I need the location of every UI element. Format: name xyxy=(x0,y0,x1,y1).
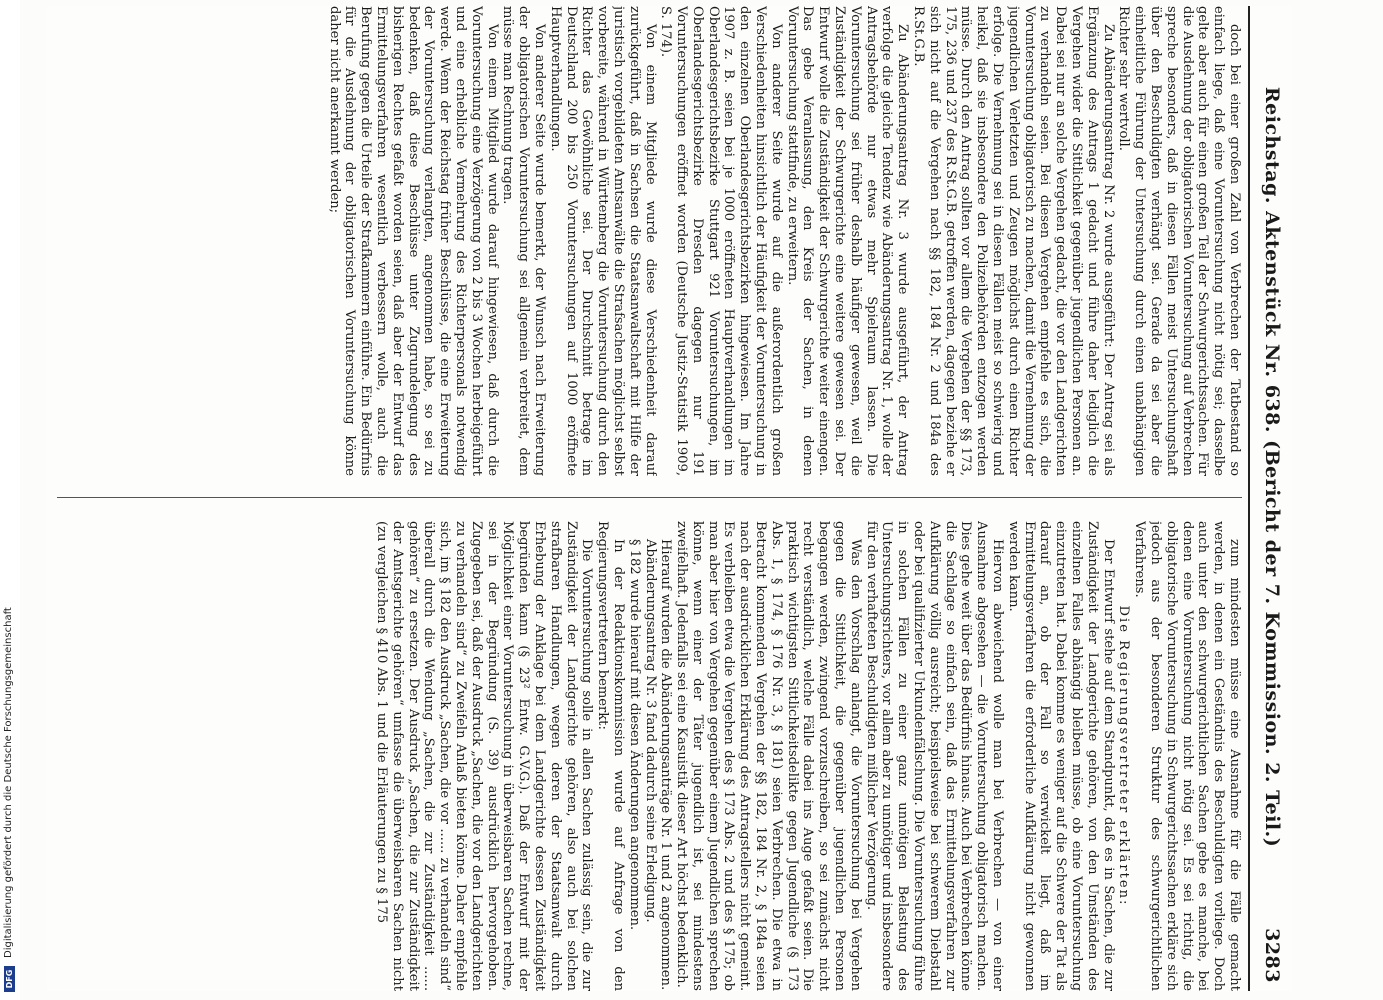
credit-line xyxy=(0,0,18,1000)
section-heading: Die Regierungsvertreter erklärten: xyxy=(1116,605,1132,907)
right-column xyxy=(57,521,1242,991)
header-rule xyxy=(1248,6,1250,991)
paragraph: Hierauf wurden die Abänderungsanträge Nr. 1 und 2 angenommen. xyxy=(658,539,674,991)
column-divider xyxy=(57,497,1242,498)
paragraph: Von einem Mitgliede wurde diese Verschiedenheit darauf zurückgeführt, daß in Sachsen die Staatsanwaltschaft mit Hilfe der juristisch vorgebildeten Amtsanwälte die Strafsachen möglichst selbst vorbereite, während in Württemberg die Voruntersuchung durch den Richter das Gewöhnliche sei. Der Durchschnitt betrage im Deutschland 200 bis 250 Voruntersuchungen auf 1000 eröffnete Hauptverhandlungen. xyxy=(547,6,658,476)
paragraph: Die Voruntersuchung solle in allen Sachen zulässig sein, die zur Zuständigkeit der Landgerichte gehören, also auch bei solchen strafbaren Handlungen, wegen deren der Staatsanwalt durch Erhebung der Anklage bei dem Landgerichte dessen Zuständigkeit begründen kann (§ 23² Entw. G.V.G.). Daß der Entwurf mit der Möglichkeit einer Voruntersuchung in überweisbaren Sachen rechne, sei in der Begründung (S. 39) ausdrücklich hervorgehoben. Zugegeben sei, daß der Ausdruck „Sachen, die vor den Landgerichten zu verhandeln sind“ zu Zweifeln Anlaß bieten könne. Daher empfehle sich, im § 182 den Ausdruck „Sachen, die vor ...... zu verhandeln sind“ überall durch die Wendung „Sachen, die zur Zuständigkeit ...... gehören“ zu ersetzen. Der Ausdruck „Sachen, die zur Zuständigkeit der Amtsgerichte gehören“ umfasse die überweisbaren Sachen nicht (zu vergleichen § 410 Abs. 1 und die Erläuterungen zu § 175 xyxy=(373,521,595,991)
running-title: Reichstag. Aktenstück Nr. 638. (Bericht der 7. Kommission. 2. Teil.) xyxy=(1261,86,1283,848)
paragraph: doch bei einer großen Zahl von Verbrechen der Tatbestand so einfach liege, daß eine Voruntersuchung nicht nötig sei; dasselbe gelte aber auch für einen großen Teil der Schwurgerichtssachen. Für die Ausdehnung der obligatorischen Voruntersuchung auf Verbrechen spreche besonders, daß in diesen Fällen meist Untersuchungshaft über den Beschuldigten verhängt sei. Gerade da sei aber die einheitliche Führung der Untersuchung durch einen unabhängigen Richter sehr wertvoll. xyxy=(1116,6,1242,476)
paragraph: Hiervon abweichend wolle man bei Verbrechen — von einer Ausnahme abgesehen — die Voruntersuchung obligatorisch machen. Dies gehe weit über das Bedürfnis hinaus. Auch bei Verbrechen könne die Sachlage so einfach sein, daß das Ermittelungsverfahren zur Aufklärung völlig ausreicht; beispielsweise bei schwerem Diebstahl oder bei qualifizierter Urkundenfälschung. Die Voruntersuchung führe in solchen Fällen zu einer ganz unnötigen Belastung des Untersuchungsrichters, vor allem aber zu unnötiger und insbesondere für den verhafteten Beschuldigten mißlicher Verzögerung. xyxy=(863,521,1006,991)
paragraph: Zu Abänderungsantrag Nr. 3 wurde ausgeführt, der Antrag verfolge die gleiche Tendenz wie Abänderungsantrag Nr. 1, wolle der Antragsbehörde nur etwas mehr Spielraum lassen. Die Voruntersuchung sei früher deshalb häufiger gewesen, weil die Zuständigkeit der Schwurgerichte eine weitere gewesen sei. Der Entwurf wolle die Zuständigkeit der Schwurgerichte weiter einengen. Das gebe Veranlassung, den Kreis der Sachen, in denen Voruntersuchung stattfinde, zu erweitern. xyxy=(784,6,911,476)
credit-text: Digitalisierung gefördert durch die Deutsche Forschungsgemeinschaft xyxy=(3,607,14,958)
paragraph: In der Redaktionskommission wurde auf Anfrage von den Regierungsvertretern bemerkt: xyxy=(595,521,626,991)
paragraph: Abänderungsantrag Nr. 3 fand dadurch seine Erledigung. xyxy=(642,539,658,923)
document-page xyxy=(47,6,1292,991)
paragraph: Von einem Mitglied wurde darauf hingewiesen, daß durch die Voruntersuchung eine Verzögerung von 2 bis 3 Wochen herbeigeführt und eine erhebliche Vermehrung des Richterpersonals notwendig werde. Wenn der Reichstag früher Beschlüsse, die eine Erweiterung der Voruntersuchung verlangten, angenommen habe, so sei zu bedenken, daß diese Beschlüsse unter Zugrundelegung des bisherigen Rechtes gefaßt worden seien, daß aber der Entwurf das Ermittelungsverfahren wesentlich verbessern wolle, auch die Berufung gegen die Urteile der Strafkammern einführe. Ein Bedürfnis für die Ausdehnung der obligatorischen Voruntersuchung könne daher nicht anerkannt werden; xyxy=(326,6,500,476)
paragraph: Von anderer Seite wurde auf die außerordentlich großen Verschiedenheiten hinsichtlich der Häufigkeit der Voruntersuchung in den einzelnen Oberlandesgerichtsbezirken hingewiesen. Im Jahre 1907 z. B. seien bei je 1000 eröffneten Hauptverhandlungen im Oberlandesgerichtsbezirke Stuttgart 921 Voruntersuchungen, im Oberlandesgerichtsbezirke Dresden dagegen nur 191 Voruntersuchungen eröffnet worden (Deutsche Justiz-Statistik 1909, S. 174). xyxy=(658,6,784,476)
left-column xyxy=(57,6,1242,476)
paragraph: Zu Abänderungsantrag Nr. 2 wurde ausgeführt: Der Antrag sei als Ergänzung des Antrags 1 gedacht und führe daher lediglich die Vergehen wider die Sittlichkeit gegenüber jugendlichen Personen an. Dabei sei nur an solche Vergehen gedacht, die vor den Landgerichten zu verhandeln seien. Bei diesen Vergehen empfehle es sich, die Voruntersuchung obligatorisch zu machen, damit die Vernehmung der jugendlichen Verletzten und Zeugen möglichst durch einen Richter erfolge. Die Vernehmung sei in diesen Fällen meist so schwierig und heikel, daß sie insbesondere den Polizeibehörden entzogen werden müsse. Durch den Antrag sollten vor allem die Vergehen der §§ 173, 175, 236 und 237 des R.St.G.B. getroffen werden, dagegen beziehe er sich nicht auf die Vergehen nach §§ 182, 184 Nr. 2 und 184a des R.St.G.B. xyxy=(911,6,1116,476)
paragraph: zum mindesten müsse eine Ausnahme für die Fälle gemacht werden, in denen ein Geständnis des Beschuldigten vorliege. Doch auch unter den schwurgerichtlichen Sachen gebe es manche, bei denen eine Voruntersuchung nicht nötig sei. Es sei richtig, die obligatorische Voruntersuchung in Schwurgerichtssachen erkläre sich jedoch aus der besonderen Struktur des schwurgerichtlichen Verfahrens. xyxy=(1132,521,1242,991)
dfg-logo-icon: DFG xyxy=(4,966,15,992)
page-number: 3283 xyxy=(1261,928,1283,983)
paragraph: Der Entwurf stehe auf dem Standpunkt, daß es in Sachen, die zur Zuständigkeit der Landgerichte gehören, von den Umständen des einzelnen Falles abhängig bleiben müsse, ob eine Voruntersuchung einzutreten hat. Dabei komme es weniger auf die Schwere der Tat als darauf an, ob der Fall so verwickelt liegt, daß im Ermittelungsverfahren die erforderliche Aufklärung nicht gewonnen werden kann. xyxy=(1005,521,1116,991)
paragraph: Von anderer Seite wurde bemerkt, der Wunsch nach Erweiterung der obligatorischen Voruntersuchung sei allgemein verbreitet, dem müsse man Rechnung tragen. xyxy=(500,6,547,476)
paragraph: § 182 wurde hierauf mit diesen Änderungen angenommen. xyxy=(626,539,642,931)
credit-strip xyxy=(0,0,20,1000)
paragraph: Was den Vorschlag anlangt, die Voruntersuchung bei Vergehen gegen die Sittlichkeit, die gegenüber jugendlichen Personen begangen werden, zwingend vorzuschreiben, so sei zunächst nicht recht verständlich, welche Fälle dabei ins Auge gefaßt seien. Die praktisch wichtigsten Sittlichkeitsdelikte gegen Jugendliche (§ 173 Abs. 1, § 174, § 176 Nr. 3, § 181) seien Verbrechen. Die etwa in Betracht kommenden Vergehen der §§ 182, 184 Nr. 2, § 184a seien nach der ausdrücklichen Erklärung des Antragstellers nicht gemeint. Es verbleiben etwa die Vergehen des § 173 Abs. 2 und des § 175; ob man aber hier von Vergehen gegenüber einem Jugendlichen sprechen könne, wenn einer der Täter jugendlich ist, sei mindestens zweifelhaft. Jedenfalls sei eine Kasuistik dieser Art höchst bedenklich. xyxy=(674,521,863,991)
page-header xyxy=(1252,6,1292,991)
